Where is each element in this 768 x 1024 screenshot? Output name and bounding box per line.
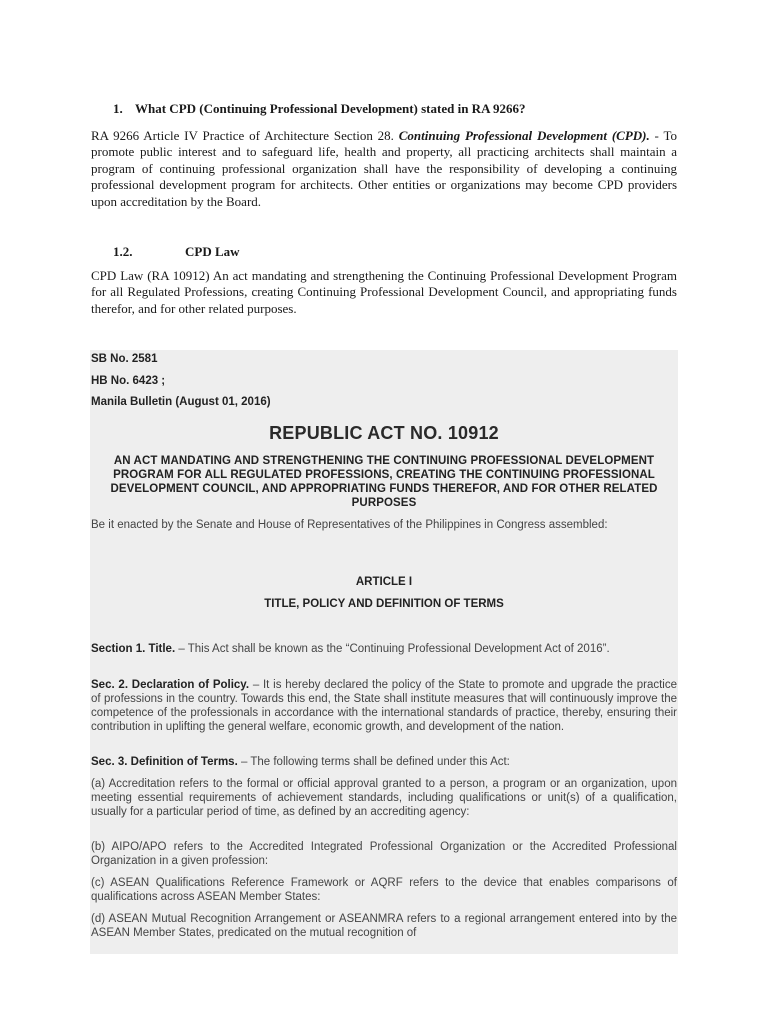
definition-b: (b) AIPO/APO refers to the Accredited Integrated Professional Organization or the Accredited Professional Organization in a given profession: [91,841,677,867]
enacting-clause: Be it enacted by the Senate and House of Representatives of the Philippines in Congress assembled: [91,519,608,531]
question-1-2-heading [113,244,613,260]
question-1-number: 1. [113,101,123,116]
definition-d: (d) ASEAN Mutual Recognition Arrangement or ASEANMRA refers to a regional arrangement entered into by the ASEAN Member States, predicated on the mutual recognition of [91,913,677,939]
ra9266-body: - To promote public interest and to safeguard life, health and property, all practicing architects shall maintain a program of continuing professional organization shall have the responsibility of developing a continuing professional development program for architects. Other entities or organizations may become CPD providers upon accreditation by the Board. [91,128,677,209]
question-1-heading [113,101,683,117]
article-heading: ARTICLE I [355,576,413,588]
section-1-head: Section 1. Title. [91,643,176,655]
cpd-law-paragraph: CPD Law (RA 10912) An act mandating and strengthening the Continuing Professional Development Program for all Regulated Professions, creating Continuing Professional Development Council, and appropriating funds therefor, and for other related purposes. [91,268,677,316]
source-line: Manila Bulletin (August 01, 2016) [91,396,271,408]
cpd-term: Continuing Professional Development (CPD). [398,128,650,143]
ra9266-paragraph [91,128,677,210]
section-2-head: Sec. 2. Declaration of Policy. [91,679,250,691]
act-title: REPUBLIC ACT NO. 10912 [269,423,499,443]
question-1-2-number: 1.2. [113,244,133,259]
question-1-text: What CPD (Continuing Professional Development) stated in RA 9266? [135,101,526,116]
law-excerpt-box [90,350,678,954]
act-subtitle: AN ACT MANDATING AND STRENGTHENING THE CONTINUING PROFESSIONAL DEVELOPMENT PROGRAM FOR ALL REGULATED PROFESSIONS, CREATING THE CONTINUING PROFESSIONAL DEVELOPMENT COUNCIL, AND APPROPRIATING FUNDS THEREFOR, AND FOR OTHER RELATED PURPOSES [110,455,658,509]
ra9266-lead: RA 9266 Article IV Practice of Architecture Section 28. [91,128,399,143]
definition-a: (a) Accreditation refers to the formal or official approval granted to a person, a program or an organization, upon meeting essential requirements of achievement standards, including qualifications or unit(s) of a qualification, usually for a particular period of time, as defined by an accrediting agency: [91,778,677,818]
hb-number: HB No. 6423 ; [91,375,166,387]
section-1-body: – This Act shall be known as the “Continuing Professional Development Act of 2016”. [175,643,610,655]
section-3 [91,755,677,769]
article-title: TITLE, POLICY AND DEFINITION OF TERMS [264,598,504,610]
section-3-body: – The following terms shall be defined under this Act: [237,756,510,768]
section-2-body: – It is hereby declared the policy of the State to promote and upgrade the practice of professions in the country. Towards this end, the State shall institute measures that will continuously improve the competence of the professionals in accordance with the international standards of practice, thereby, ensuring their contribution in uplifting the general welfare, economic growth, and development of the nation. [91,679,677,733]
section-1 [91,642,677,656]
section-2 [91,678,677,734]
definition-c: (c) ASEAN Qualifications Reference Framework or AQRF refers to the device that enables comparisons of qualifications across ASEAN Member States: [91,877,677,903]
section-3-head: Sec. 3. Definition of Terms. [91,756,238,768]
sb-number: SB No. 2581 [91,353,158,365]
question-1-2-text: CPD Law [185,244,240,259]
